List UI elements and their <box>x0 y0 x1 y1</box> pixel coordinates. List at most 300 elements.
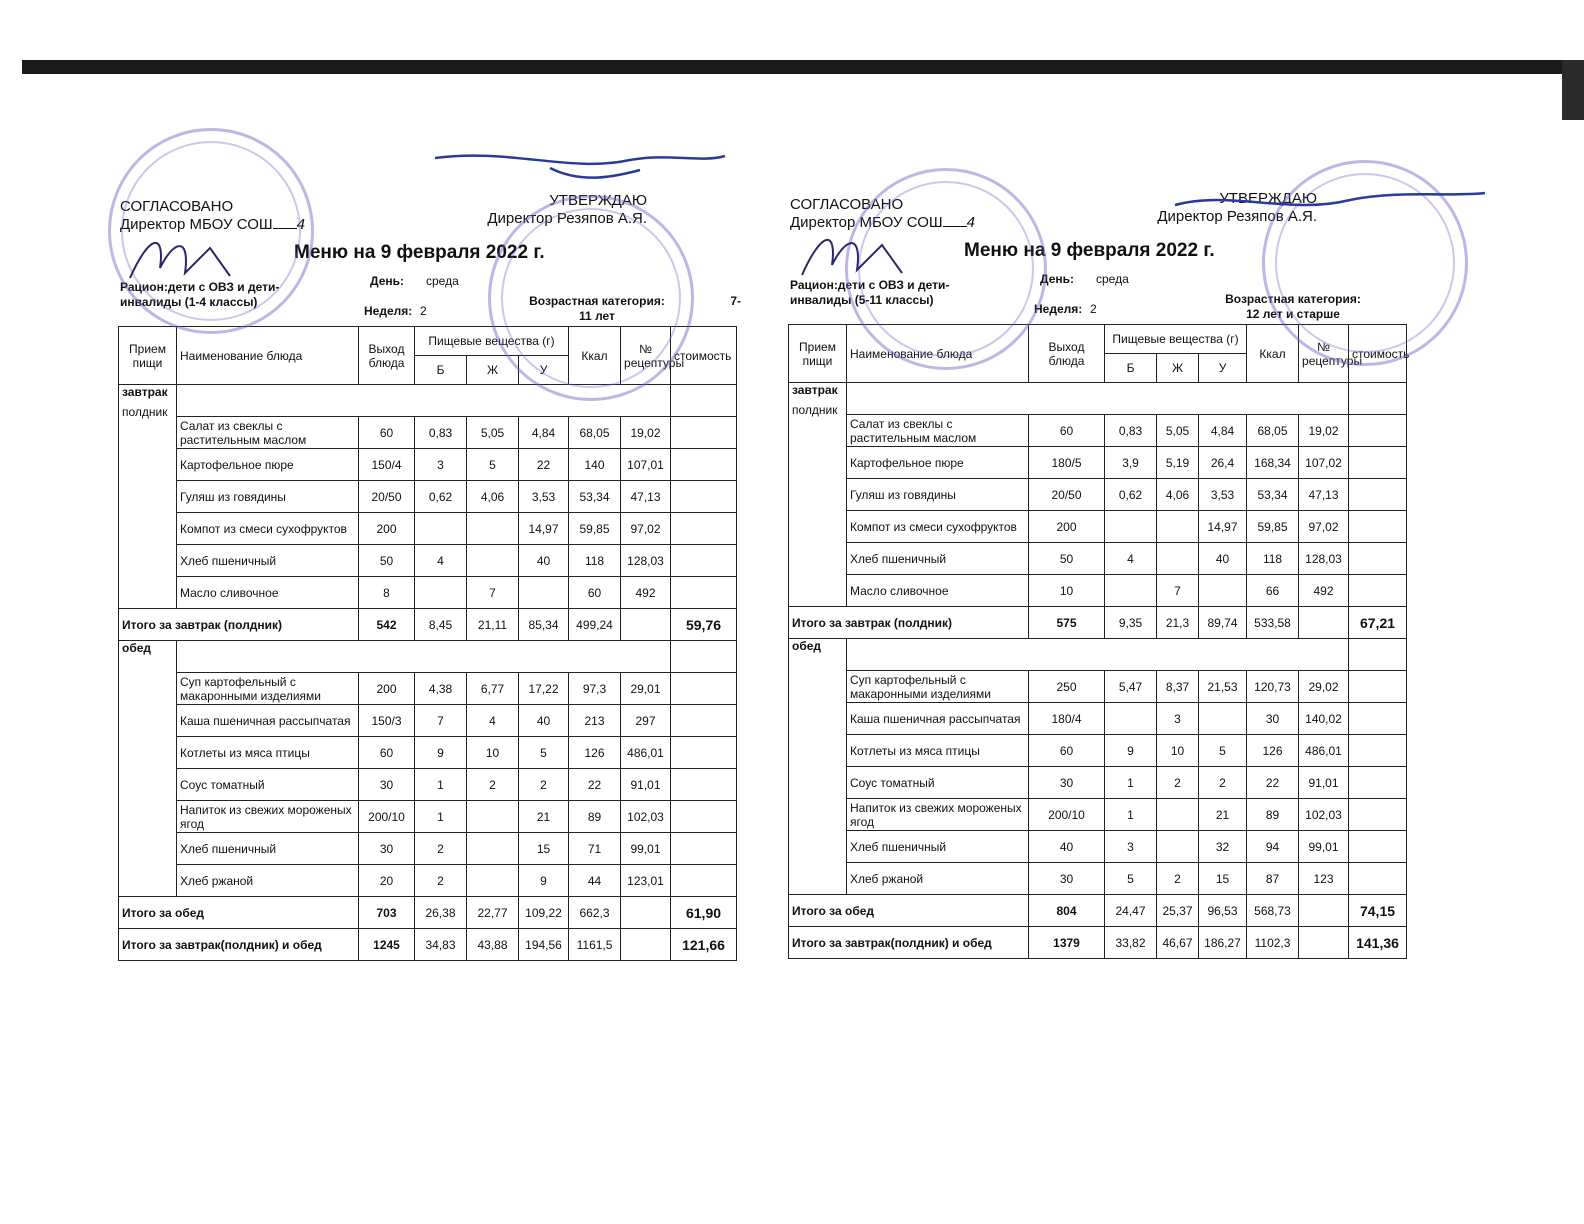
cost-cell <box>671 481 737 513</box>
cost-cell <box>671 737 737 769</box>
menu-sheet-left <box>118 190 743 961</box>
fat-cell: 8,37 <box>1157 671 1199 703</box>
approved-block <box>487 192 647 228</box>
dish-name: Хлеб пшеничный <box>177 545 359 577</box>
fat-cell: 3 <box>1157 703 1199 735</box>
table-header-row <box>119 327 737 356</box>
cost-cell <box>1349 447 1407 479</box>
fat-cell: 5,05 <box>1157 415 1199 447</box>
total-output: 703 <box>359 897 415 929</box>
carbs-cell: 2 <box>519 769 569 801</box>
carbs-cell: 40 <box>1199 543 1247 575</box>
menu-table <box>788 324 1410 959</box>
kcal-cell: 59,85 <box>569 513 621 545</box>
total-kcal: 533,58 <box>1247 607 1299 639</box>
output-cell: 40 <box>1029 831 1105 863</box>
age-value: 11 лет <box>579 309 615 323</box>
dish-name: Котлеты из мяса птицы <box>847 735 1029 767</box>
recipe-cell: 123,01 <box>621 865 671 897</box>
table-row <box>789 671 1407 703</box>
col-meal: Прием пищи <box>789 325 847 383</box>
col-recipe: № рецептуры <box>1299 325 1349 383</box>
table-row <box>789 447 1407 479</box>
cost-cell <box>671 833 737 865</box>
carbs-cell: 5 <box>519 737 569 769</box>
carbs-cell: 15 <box>1199 863 1247 895</box>
ration-line-1: Рацион:дети с ОВЗ и дети- <box>790 278 950 292</box>
dish-name: Суп картофельный с макаронными изделиями <box>177 673 359 705</box>
output-cell: 200 <box>359 513 415 545</box>
kcal-cell: 213 <box>569 705 621 737</box>
meal-label: завтрак <box>122 385 168 399</box>
carbs-cell: 5 <box>1199 735 1247 767</box>
table-row <box>789 543 1407 575</box>
recipe-cell: 91,01 <box>621 769 671 801</box>
col-kcal: Ккал <box>1247 325 1299 383</box>
section-row-lunch <box>119 641 737 673</box>
total-kcal: 1102,3 <box>1247 927 1299 959</box>
agreed-director <box>790 214 975 232</box>
dish-name: Соус томатный <box>177 769 359 801</box>
total-output: 1245 <box>359 929 415 961</box>
carbs-cell <box>1199 575 1247 607</box>
total-label: Итого за завтрак(полдник) и обед <box>789 927 1029 959</box>
col-output: Выход блюда <box>359 327 415 385</box>
dish-name: Каша пшеничная рассыпчатая <box>847 703 1029 735</box>
fat-cell: 4,06 <box>467 481 519 513</box>
total-label: Итого за завтрак(полдник) и обед <box>119 929 359 961</box>
recipe-cell: 19,02 <box>1299 415 1349 447</box>
fat-cell: 4,06 <box>1157 479 1199 511</box>
table-row <box>789 831 1407 863</box>
kcal-cell: 87 <box>1247 863 1299 895</box>
meal-sublabel: полдник <box>792 403 838 417</box>
total-protein: 26,38 <box>415 897 467 929</box>
agreed-block <box>790 196 975 232</box>
output-cell: 30 <box>359 833 415 865</box>
table-row <box>119 545 737 577</box>
ration-line-1: Рацион:дети с ОВЗ и дети- <box>120 280 280 294</box>
total-fat: 25,37 <box>1157 895 1199 927</box>
protein-cell: 1 <box>415 801 467 833</box>
col-output: Выход блюда <box>1029 325 1105 383</box>
kcal-cell: 126 <box>569 737 621 769</box>
protein-cell: 7 <box>415 705 467 737</box>
cost-cell <box>671 449 737 481</box>
output-cell: 60 <box>359 417 415 449</box>
age-value: 12 лет и старше <box>1246 307 1340 321</box>
agreed-director <box>120 216 305 234</box>
kcal-cell: 53,34 <box>569 481 621 513</box>
kcal-cell: 89 <box>569 801 621 833</box>
output-cell: 20 <box>359 865 415 897</box>
total-row-lunch <box>789 895 1407 927</box>
table-row <box>119 577 737 609</box>
fat-cell <box>1157 799 1199 831</box>
protein-cell: 1 <box>1105 767 1157 799</box>
kcal-cell: 66 <box>1247 575 1299 607</box>
day-label: День: <box>370 274 404 288</box>
total-label: Итого за завтрак (полдник) <box>789 607 1029 639</box>
carbs-cell: 2 <box>1199 767 1247 799</box>
school-number-line <box>943 214 967 227</box>
total-cost: 61,90 <box>671 897 737 929</box>
dish-name: Масло сливочное <box>177 577 359 609</box>
cost-cell <box>1349 831 1407 863</box>
age-category <box>522 294 672 324</box>
col-cost: стоимость <box>1349 325 1407 383</box>
recipe-cell: 91,01 <box>1299 767 1349 799</box>
col-dish: Наименование блюда <box>177 327 359 385</box>
total-cost: 74,15 <box>1349 895 1407 927</box>
cost-cell <box>1349 735 1407 767</box>
week-value: 2 <box>420 304 427 318</box>
cost-cell <box>1349 671 1407 703</box>
total-carbs: 194,56 <box>519 929 569 961</box>
output-cell: 20/50 <box>359 481 415 513</box>
school-number: 4 <box>966 214 975 231</box>
fat-cell <box>467 833 519 865</box>
sheet-header <box>788 188 1413 324</box>
total-fat: 21,11 <box>467 609 519 641</box>
cost-cell <box>1349 575 1407 607</box>
protein-cell: 2 <box>415 865 467 897</box>
total-fat: 43,88 <box>467 929 519 961</box>
cost-cell <box>1349 703 1407 735</box>
cost-cell <box>1349 383 1407 415</box>
day-field <box>370 274 459 288</box>
total-protein: 34,83 <box>415 929 467 961</box>
recipe-cell: 29,01 <box>621 673 671 705</box>
recipe-cell: 29,02 <box>1299 671 1349 703</box>
protein-cell: 5 <box>1105 863 1157 895</box>
table-row <box>119 513 737 545</box>
protein-cell <box>1105 511 1157 543</box>
total-output: 575 <box>1029 607 1105 639</box>
output-cell: 200 <box>1029 511 1105 543</box>
dish-name: Каша пшеничная рассыпчатая <box>177 705 359 737</box>
approved-director: Директор Резяпов А.Я. <box>487 210 647 227</box>
total-carbs: 109,22 <box>519 897 569 929</box>
table-row <box>119 865 737 897</box>
day-value: среда <box>1096 272 1129 286</box>
carbs-cell: 32 <box>1199 831 1247 863</box>
table-row <box>789 479 1407 511</box>
cost-cell <box>671 801 737 833</box>
total-cost: 121,66 <box>671 929 737 961</box>
recipe-cell: 47,13 <box>1299 479 1349 511</box>
total-recipe-blank <box>1299 927 1349 959</box>
protein-cell: 4,38 <box>415 673 467 705</box>
output-cell: 200 <box>359 673 415 705</box>
age-tail: 7- <box>730 294 741 308</box>
output-cell: 60 <box>359 737 415 769</box>
dish-name: Салат из свеклы с растительным маслом <box>847 415 1029 447</box>
cost-cell <box>671 513 737 545</box>
fat-cell: 2 <box>467 769 519 801</box>
meal-sublabel: полдник <box>122 405 168 419</box>
col-u: У <box>1199 354 1247 383</box>
carbs-cell: 4,84 <box>519 417 569 449</box>
table-row <box>789 735 1407 767</box>
meal-cell-lunch <box>119 641 177 897</box>
total-cost: 67,21 <box>1349 607 1407 639</box>
kcal-cell: 168,34 <box>1247 447 1299 479</box>
carbs-cell: 14,97 <box>519 513 569 545</box>
output-cell: 150/4 <box>359 449 415 481</box>
total-carbs: 85,34 <box>519 609 569 641</box>
section-row-lunch <box>789 639 1407 671</box>
recipe-cell: 97,02 <box>621 513 671 545</box>
dish-name: Суп картофельный с макаронными изделиями <box>847 671 1029 703</box>
protein-cell: 5,47 <box>1105 671 1157 703</box>
total-cost: 59,76 <box>671 609 737 641</box>
total-recipe-blank <box>621 609 671 641</box>
protein-cell: 4 <box>1105 543 1157 575</box>
carbs-cell: 40 <box>519 545 569 577</box>
cost-cell <box>1349 415 1407 447</box>
carbs-cell: 22 <box>519 449 569 481</box>
agreed-block <box>120 198 305 234</box>
fat-cell <box>1157 831 1199 863</box>
cost-cell <box>671 865 737 897</box>
approved-block <box>1157 190 1317 226</box>
recipe-cell: 102,03 <box>1299 799 1349 831</box>
total-protein: 8,45 <box>415 609 467 641</box>
fat-cell: 5,05 <box>467 417 519 449</box>
protein-cell: 3 <box>415 449 467 481</box>
output-cell: 50 <box>359 545 415 577</box>
total-carbs: 96,53 <box>1199 895 1247 927</box>
cost-cell <box>1349 767 1407 799</box>
table-row <box>789 511 1407 543</box>
fat-cell: 6,77 <box>467 673 519 705</box>
dish-name: Хлеб ржаной <box>847 863 1029 895</box>
protein-cell <box>1105 575 1157 607</box>
ration-line-2: инвалиды (5-11 классы) <box>790 293 934 307</box>
protein-cell <box>415 577 467 609</box>
dish-name: Компот из смеси сухофруктов <box>847 511 1029 543</box>
cost-cell <box>1349 863 1407 895</box>
carbs-cell: 21,53 <box>1199 671 1247 703</box>
total-kcal: 1161,5 <box>569 929 621 961</box>
total-fat: 46,67 <box>1157 927 1199 959</box>
agreed-heading: СОГЛАСОВАНО <box>790 196 904 213</box>
recipe-cell: 19,02 <box>621 417 671 449</box>
output-cell: 60 <box>1029 415 1105 447</box>
recipe-cell: 128,03 <box>621 545 671 577</box>
fat-cell: 4 <box>467 705 519 737</box>
menu-table <box>118 326 737 961</box>
kcal-cell: 22 <box>569 769 621 801</box>
recipe-cell: 97,02 <box>1299 511 1349 543</box>
page-title: Меню на 9 февраля 2022 г. <box>294 242 545 263</box>
cost-cell <box>1349 639 1407 671</box>
total-output: 804 <box>1029 895 1105 927</box>
kcal-cell: 118 <box>569 545 621 577</box>
total-label: Итого за завтрак (полдник) <box>119 609 359 641</box>
dish-name: Салат из свеклы с растительным маслом <box>177 417 359 449</box>
table-row <box>789 799 1407 831</box>
meal-label: обед <box>792 639 822 653</box>
day-label: День: <box>1040 272 1074 286</box>
meal-label: обед <box>122 641 152 655</box>
fat-cell: 7 <box>1157 575 1199 607</box>
agreed-director-text: Директор МБОУ СОШ <box>120 216 273 233</box>
menu-body <box>789 383 1407 959</box>
total-row-breakfast <box>119 609 737 641</box>
age-category <box>1218 292 1368 322</box>
table-row <box>119 737 737 769</box>
approved-heading: УТВЕРЖДАЮ <box>549 192 647 209</box>
fat-cell <box>1157 511 1199 543</box>
age-label: Возрастная категория: <box>1225 292 1361 306</box>
total-kcal: 499,24 <box>569 609 621 641</box>
output-cell: 200/10 <box>359 801 415 833</box>
meal-cell-lunch <box>789 639 847 895</box>
ration-label <box>790 278 990 308</box>
week-value: 2 <box>1090 302 1097 316</box>
recipe-cell: 492 <box>1299 575 1349 607</box>
table-row <box>789 415 1407 447</box>
col-u: У <box>519 356 569 385</box>
approved-heading: УТВЕРЖДАЮ <box>1219 190 1317 207</box>
section-blank-cell <box>847 639 1349 671</box>
section-row-breakfast <box>119 385 737 417</box>
col-nutrients: Пищевые вещества (г) <box>415 327 569 356</box>
fat-cell <box>467 865 519 897</box>
total-output: 542 <box>359 609 415 641</box>
recipe-cell: 128,03 <box>1299 543 1349 575</box>
total-kcal: 662,3 <box>569 897 621 929</box>
kcal-cell: 120,73 <box>1247 671 1299 703</box>
protein-cell: 9 <box>1105 735 1157 767</box>
protein-cell: 1 <box>415 769 467 801</box>
kcal-cell: 94 <box>1247 831 1299 863</box>
total-label: Итого за обед <box>789 895 1029 927</box>
carbs-cell: 14,97 <box>1199 511 1247 543</box>
cost-cell <box>1349 543 1407 575</box>
kcal-cell: 68,05 <box>569 417 621 449</box>
carbs-cell: 17,22 <box>519 673 569 705</box>
dish-name: Гуляш из говядины <box>177 481 359 513</box>
carbs-cell: 9 <box>519 865 569 897</box>
output-cell: 50 <box>1029 543 1105 575</box>
kcal-cell: 68,05 <box>1247 415 1299 447</box>
output-cell: 30 <box>1029 863 1105 895</box>
section-row-breakfast <box>789 383 1407 415</box>
protein-cell <box>1105 703 1157 735</box>
menu-sheet-right <box>788 188 1413 959</box>
carbs-cell: 21 <box>519 801 569 833</box>
recipe-cell: 297 <box>621 705 671 737</box>
total-label: Итого за обед <box>119 897 359 929</box>
dish-name: Компот из смеси сухофруктов <box>177 513 359 545</box>
dish-name: Хлеб ржаной <box>177 865 359 897</box>
scan-edge-corner <box>1562 60 1584 120</box>
table-row <box>119 673 737 705</box>
carbs-cell: 15 <box>519 833 569 865</box>
school-number-line <box>273 216 297 229</box>
total-recipe-blank <box>621 897 671 929</box>
meal-label: завтрак <box>792 383 838 397</box>
recipe-cell: 486,01 <box>1299 735 1349 767</box>
protein-cell: 4 <box>415 545 467 577</box>
dish-name: Хлеб пшеничный <box>847 543 1029 575</box>
col-kcal: Ккал <box>569 327 621 385</box>
total-protein: 24,47 <box>1105 895 1157 927</box>
protein-cell: 3,9 <box>1105 447 1157 479</box>
col-nutrients: Пищевые вещества (г) <box>1105 325 1247 354</box>
total-recipe-blank <box>621 929 671 961</box>
protein-cell: 0,62 <box>415 481 467 513</box>
total-fat: 21,3 <box>1157 607 1199 639</box>
week-label: Неделя: <box>1034 302 1083 316</box>
kcal-cell: 44 <box>569 865 621 897</box>
col-zh: Ж <box>1157 354 1199 383</box>
carbs-cell: 26,4 <box>1199 447 1247 479</box>
dish-name: Хлеб пшеничный <box>177 833 359 865</box>
dish-name: Картофельное пюре <box>177 449 359 481</box>
fat-cell: 2 <box>1157 767 1199 799</box>
recipe-cell: 107,02 <box>1299 447 1349 479</box>
kcal-cell: 30 <box>1247 703 1299 735</box>
cost-cell <box>1349 479 1407 511</box>
col-meal: Прием пищи <box>119 327 177 385</box>
cost-cell <box>671 385 737 417</box>
output-cell: 20/50 <box>1029 479 1105 511</box>
table-row <box>119 449 737 481</box>
fat-cell <box>1157 543 1199 575</box>
total-carbs: 89,74 <box>1199 607 1247 639</box>
fat-cell <box>467 513 519 545</box>
protein-cell: 1 <box>1105 799 1157 831</box>
recipe-cell: 140,02 <box>1299 703 1349 735</box>
total-row-grand <box>789 927 1407 959</box>
carbs-cell: 4,84 <box>1199 415 1247 447</box>
carbs-cell <box>1199 703 1247 735</box>
protein-cell <box>415 513 467 545</box>
fat-cell: 10 <box>467 737 519 769</box>
protein-cell: 0,83 <box>415 417 467 449</box>
dish-name: Напиток из свежих мороженых ягод <box>177 801 359 833</box>
col-cost: стоимость <box>671 327 737 385</box>
protein-cell: 2 <box>415 833 467 865</box>
kcal-cell: 22 <box>1247 767 1299 799</box>
col-dish: Наименование блюда <box>847 325 1029 383</box>
fat-cell: 7 <box>467 577 519 609</box>
kcal-cell: 53,34 <box>1247 479 1299 511</box>
kcal-cell: 126 <box>1247 735 1299 767</box>
total-protein: 33,82 <box>1105 927 1157 959</box>
output-cell: 30 <box>359 769 415 801</box>
age-label: Возрастная категория: <box>529 294 665 308</box>
dish-name: Картофельное пюре <box>847 447 1029 479</box>
cost-cell <box>671 705 737 737</box>
cost-cell <box>671 769 737 801</box>
total-cost: 141,36 <box>1349 927 1407 959</box>
total-output: 1379 <box>1029 927 1105 959</box>
table-header-row <box>789 325 1407 354</box>
output-cell: 60 <box>1029 735 1105 767</box>
recipe-cell: 492 <box>621 577 671 609</box>
sheet-header <box>118 190 743 326</box>
recipe-cell: 99,01 <box>1299 831 1349 863</box>
dish-name: Соус томатный <box>847 767 1029 799</box>
cost-cell <box>1349 799 1407 831</box>
total-row-breakfast <box>789 607 1407 639</box>
fat-cell: 5,19 <box>1157 447 1199 479</box>
